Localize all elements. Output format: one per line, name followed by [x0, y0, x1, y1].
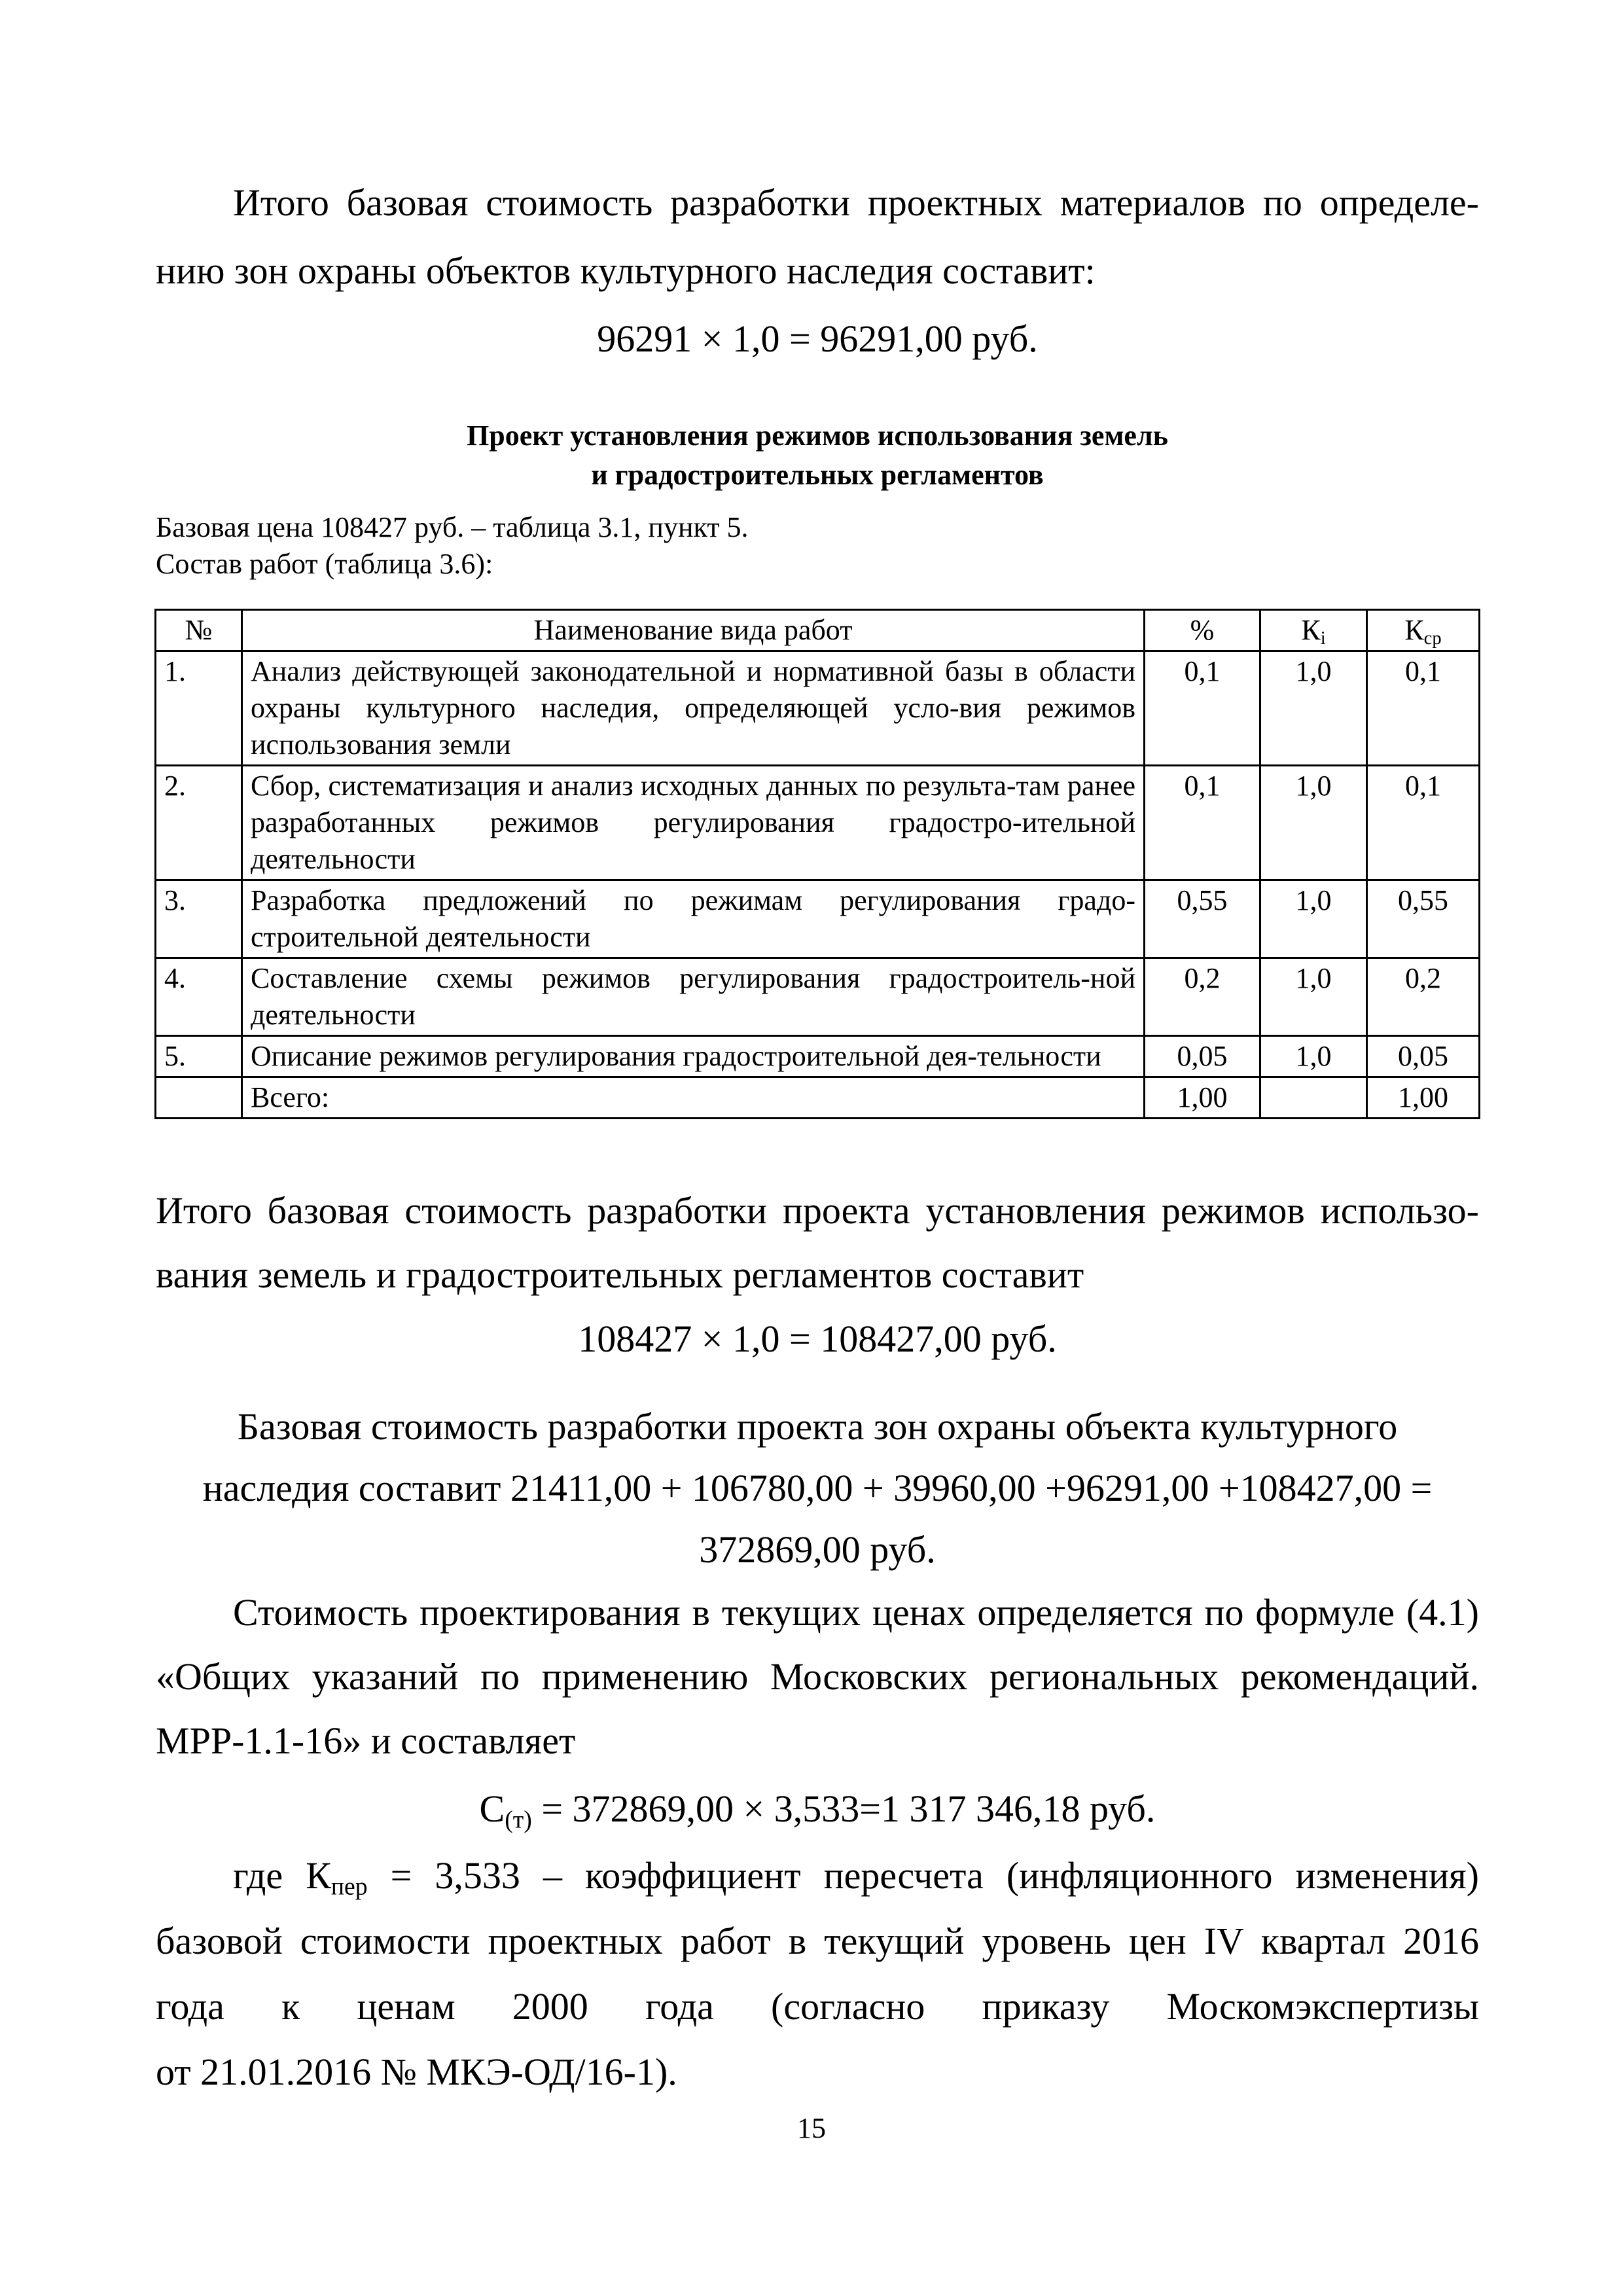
base-total-line-3: 372869,00 руб. — [699, 1528, 936, 1571]
table-row — [156, 958, 1480, 1036]
row-k: 1,0 — [1260, 651, 1367, 766]
formula-c: С — [479, 1787, 505, 1830]
row-num: 2. — [156, 766, 242, 880]
current-line-1: Стоимость проектирования в текущих ценах определяется по формуле (4.1) — [233, 1591, 1479, 1634]
row-num: 1. — [156, 651, 242, 766]
row-name: Анализ действующей законодательной и нормативной базы в области охраны культурного наследия, определяющей усло-вия режимов использования земли — [242, 651, 1145, 766]
base-price: Базовая цена 108427 руб. – таблица 3.1, пункт 5. — [156, 511, 749, 543]
row-name: Описание режимов регулирования градостроительной дея-тельности — [242, 1036, 1145, 1077]
table-row — [156, 1036, 1480, 1077]
section-title-line-2: и градостроительных регламентов — [591, 459, 1044, 491]
coef-line-1 — [156, 1842, 1479, 1910]
page-number: 15 — [797, 2112, 826, 2144]
table-row — [156, 651, 1480, 766]
coef-line-4: от 21.01.2016 № МКЭ-ОД/16-1). — [156, 2051, 677, 2093]
row-pct: 0,1 — [1145, 651, 1260, 766]
header-num: № — [156, 610, 242, 651]
table-total-row — [156, 1077, 1480, 1119]
row-k: 1,0 — [1260, 766, 1367, 880]
current-line-3: МРР-1.1-16» и составляет — [156, 1719, 576, 1762]
total-pct: 1,00 — [1145, 1077, 1260, 1119]
total-k-cell — [1260, 1077, 1367, 1119]
table-row — [156, 880, 1480, 958]
row-pct: 0,1 — [1145, 766, 1260, 880]
summary-formula: 108427 × 1,0 = 108427,00 руб. — [578, 1318, 1057, 1360]
header-kav — [1367, 610, 1480, 651]
row-kav: 0,05 — [1367, 1036, 1480, 1077]
row-pct: 0,05 — [1145, 1036, 1260, 1077]
summary-line-2: вания земель и градостроительных регламентов составит — [156, 1253, 1084, 1296]
formula-c-sub: (т) — [505, 1806, 532, 1834]
row-k: 1,0 — [1260, 958, 1367, 1036]
base-total-line-2: наследия составит 21411,00 + 106780,00 + 39960,00 +96291,00 +108427,00 = — [202, 1467, 1433, 1509]
base-total-line-1: Базовая стоимость разработки проекта зон охраны объекта культурного — [237, 1405, 1398, 1448]
row-kav: 0,1 — [1367, 651, 1480, 766]
formula-rest: = 372869,00 × 3,533=1 317 346,18 руб. — [531, 1787, 1156, 1830]
row-pct: 0,55 — [1145, 880, 1260, 958]
current-formula — [156, 1775, 1479, 1843]
section-title-line-1: Проект установления режимов использования земель — [467, 420, 1168, 452]
row-k: 1,0 — [1260, 880, 1367, 958]
row-k: 1,0 — [1260, 1036, 1367, 1077]
row-name: Составление схемы режимов регулирования градостроитель-ной деятельности — [242, 958, 1145, 1036]
works-table — [154, 609, 1480, 1119]
table-header-row — [156, 610, 1480, 651]
table-row — [156, 766, 1480, 880]
header-pct: % — [1145, 610, 1260, 651]
row-num: 5. — [156, 1036, 242, 1077]
total-label: Всего: — [242, 1077, 1145, 1119]
row-name: Сбор, систематизация и анализ исходных данных по результа-там ранее разработанных режимов регулирования градостро-ительной деятельности — [242, 766, 1145, 880]
header-kav-sub: ср — [1423, 628, 1442, 649]
row-num: 4. — [156, 958, 242, 1036]
header-k-main: К — [1301, 614, 1321, 646]
coef-line-3: года к ценам 2000 года (согласно приказу Москомэкспертизы — [156, 1985, 1479, 2028]
current-line-2: «Общих указаний по применению Московских региональных рекомендаций. — [156, 1655, 1479, 1698]
total-num-cell — [156, 1077, 242, 1119]
row-name: Разработка предложений по режимам регулирования градо-строительной деятельности — [242, 880, 1145, 958]
coef-sub: пер — [330, 1873, 368, 1901]
works-ref: Состав работ (таблица 3.6): — [156, 548, 493, 580]
coef-where: где К — [233, 1854, 331, 1897]
intro-line-1: Итого базовая стоимость разработки проектных материалов по определе- — [233, 181, 1479, 224]
header-name: Наименование вида работ — [242, 610, 1145, 651]
coef-line-2: базовой стоимости проектных работ в текущий уровень цен IV квартал 2016 — [156, 1920, 1479, 1962]
intro-line-2: нию зон охраны объектов культурного наследия составит: — [156, 249, 1096, 292]
header-k-sub: i — [1320, 628, 1326, 649]
row-pct: 0,2 — [1145, 958, 1260, 1036]
row-kav: 0,55 — [1367, 880, 1480, 958]
coef-line-1-rest: = 3,533 – коэффициент пересчета (инфляционного изменения) — [367, 1854, 1479, 1897]
row-kav: 0,1 — [1367, 766, 1480, 880]
header-kav-main: К — [1404, 614, 1424, 646]
intro-formula: 96291 × 1,0 = 96291,00 руб. — [597, 317, 1038, 360]
total-kav: 1,00 — [1367, 1077, 1480, 1119]
row-num: 3. — [156, 880, 242, 958]
summary-line-1: Итого базовая стоимость разработки проекта установления режимов использо- — [156, 1189, 1479, 1232]
header-k — [1260, 610, 1367, 651]
row-kav: 0,2 — [1367, 958, 1480, 1036]
